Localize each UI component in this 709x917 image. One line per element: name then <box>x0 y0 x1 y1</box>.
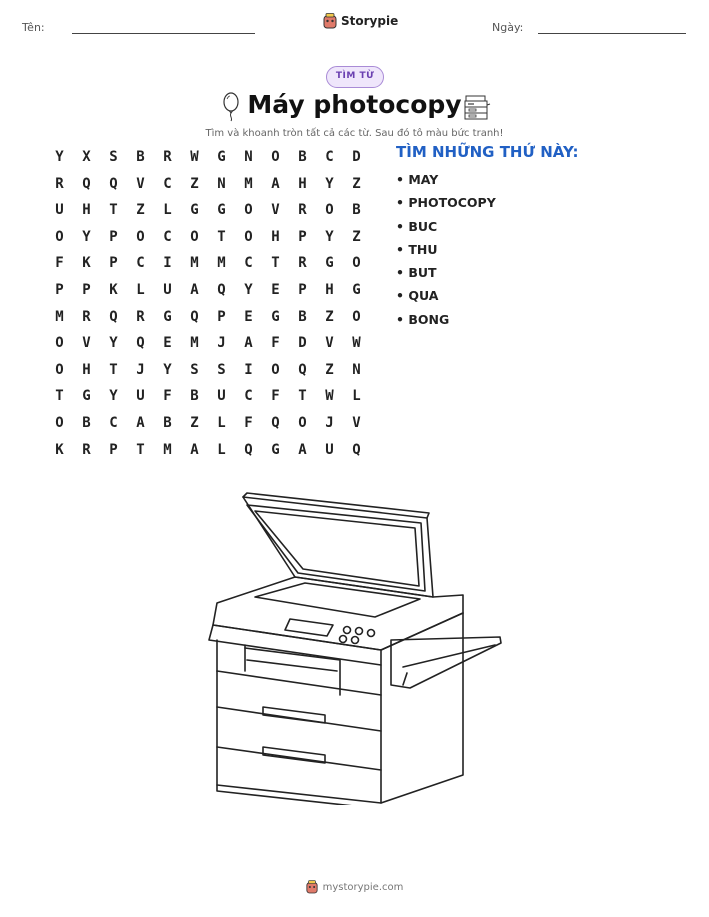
grid-row <box>46 333 370 360</box>
grid-letter[interactable]: V <box>136 175 145 192</box>
grid-letter[interactable]: H <box>325 281 334 298</box>
grid-letter[interactable]: C <box>163 175 172 192</box>
grid-row <box>46 227 370 254</box>
brand-logo <box>323 13 398 29</box>
grid-letter[interactable]: O <box>136 228 145 245</box>
brand-name: Storypie <box>341 14 399 28</box>
grid-letter[interactable]: O <box>55 228 64 245</box>
grid-letter[interactable]: K <box>82 255 91 272</box>
grid-letter[interactable]: V <box>352 414 361 431</box>
grid-letter[interactable]: L <box>352 388 361 405</box>
grid-letter[interactable]: A <box>190 281 199 298</box>
grid-letter[interactable]: V <box>82 335 91 352</box>
grid-letter[interactable]: Q <box>352 441 361 458</box>
storypie-logo-icon <box>323 13 337 29</box>
date-label: Ngày: <box>492 21 524 34</box>
grid-letter[interactable]: R <box>298 202 307 219</box>
storypie-footer-icon <box>306 880 318 894</box>
grid-letter[interactable]: Y <box>55 149 64 165</box>
grid-letter[interactable]: N <box>244 149 253 165</box>
grid-letter[interactable]: R <box>163 149 172 165</box>
grid-letter[interactable]: Z <box>190 414 199 431</box>
grid-letter[interactable]: G <box>190 202 199 219</box>
grid-letter[interactable]: H <box>82 202 91 219</box>
grid-letter[interactable]: Q <box>82 175 91 192</box>
grid-letter[interactable]: U <box>325 441 334 458</box>
grid-letter[interactable]: R <box>82 441 91 458</box>
word-list-item: • THU <box>396 241 438 257</box>
grid-letter[interactable]: O <box>325 202 334 219</box>
grid-letter[interactable]: A <box>298 441 307 458</box>
word-list <box>396 170 496 333</box>
grid-letter[interactable]: Z <box>352 228 361 245</box>
grid-letter[interactable]: E <box>271 281 280 298</box>
grid-letter[interactable]: W <box>190 149 199 165</box>
grid-letter[interactable]: Q <box>109 175 118 192</box>
grid-letter[interactable]: U <box>217 388 226 405</box>
grid-letter[interactable]: P <box>55 281 64 298</box>
grid-letter[interactable]: Q <box>190 308 199 325</box>
grid-letter[interactable]: T <box>298 388 307 405</box>
grid-letter[interactable]: I <box>163 255 172 272</box>
grid-letter[interactable]: T <box>136 441 145 458</box>
grid-letter[interactable]: O <box>271 361 280 378</box>
grid-letter[interactable]: O <box>244 228 253 245</box>
grid-letter[interactable]: Z <box>136 202 145 219</box>
footer-site[interactable]: mystorypie.com <box>322 881 404 893</box>
grid-letter[interactable]: B <box>352 202 361 219</box>
grid-letter[interactable]: B <box>298 149 307 165</box>
name-label: Tên: <box>22 21 45 34</box>
grid-letter[interactable]: Y <box>163 361 172 378</box>
grid-letter[interactable]: B <box>163 414 172 431</box>
grid-letter[interactable]: Y <box>244 281 253 298</box>
grid-letter[interactable]: T <box>217 228 226 245</box>
grid-letter[interactable]: Q <box>217 281 226 298</box>
grid-letter[interactable]: V <box>325 335 334 352</box>
grid-letter[interactable]: O <box>55 335 64 352</box>
grid-letter[interactable]: Z <box>352 175 361 192</box>
grid-letter[interactable]: G <box>271 441 280 458</box>
grid-letter[interactable]: O <box>190 228 199 245</box>
grid-letter[interactable]: O <box>352 255 361 272</box>
grid-letter[interactable]: P <box>109 441 118 458</box>
grid-letter[interactable]: M <box>55 308 64 325</box>
grid-letter[interactable]: Q <box>271 414 280 431</box>
grid-letter[interactable]: P <box>109 255 118 272</box>
grid-letter[interactable]: C <box>244 255 253 272</box>
grid-letter[interactable]: Y <box>109 335 118 352</box>
grid-letter[interactable]: M <box>217 255 226 272</box>
grid-letter[interactable]: R <box>55 175 64 192</box>
grid-letter[interactable]: Y <box>109 388 118 405</box>
page-title: Máy photocopy <box>247 90 462 119</box>
grid-letter[interactable]: V <box>271 202 280 219</box>
grid-letter[interactable]: H <box>298 175 307 192</box>
grid-letter[interactable]: G <box>217 149 226 165</box>
grid-letter[interactable]: M <box>190 335 199 352</box>
grid-letter[interactable]: B <box>298 308 307 325</box>
grid-letter[interactable]: F <box>55 255 64 272</box>
grid-letter[interactable]: L <box>163 202 172 219</box>
grid-letter[interactable]: D <box>352 149 361 165</box>
footer <box>0 880 709 894</box>
grid-letter[interactable]: U <box>136 388 145 405</box>
grid-row <box>46 174 370 201</box>
grid-letter[interactable]: A <box>190 441 199 458</box>
grid-letter[interactable]: T <box>55 388 64 405</box>
grid-letter[interactable]: O <box>352 308 361 325</box>
grid-letter[interactable]: M <box>190 255 199 272</box>
grid-letter[interactable]: O <box>55 414 64 431</box>
grid-letter[interactable]: O <box>271 149 280 165</box>
grid-letter[interactable]: M <box>244 175 253 192</box>
grid-letter[interactable]: K <box>55 441 64 458</box>
grid-letter[interactable]: P <box>109 228 118 245</box>
grid-letter[interactable]: Q <box>298 361 307 378</box>
grid-letter[interactable]: Q <box>244 441 253 458</box>
grid-letter[interactable]: T <box>109 202 118 219</box>
grid-letter[interactable]: G <box>325 255 334 272</box>
word-list-item: • BONG <box>396 311 450 327</box>
grid-letter[interactable]: X <box>82 149 91 165</box>
grid-letter[interactable]: F <box>271 388 280 405</box>
grid-letter[interactable]: F <box>163 388 172 405</box>
grid-letter[interactable]: P <box>82 281 91 298</box>
grid-letter[interactable]: R <box>82 308 91 325</box>
word-list-title: TÌM NHỮNG THỨ NÀY: <box>396 143 579 161</box>
grid-row <box>46 360 370 387</box>
grid-letter[interactable]: N <box>352 361 361 378</box>
grid-letter[interactable]: K <box>109 281 118 298</box>
grid-letter[interactable]: T <box>271 255 280 272</box>
grid-letter[interactable]: R <box>298 255 307 272</box>
grid-letter[interactable]: Q <box>136 335 145 352</box>
grid-letter[interactable]: Z <box>325 361 334 378</box>
grid-row <box>46 200 370 227</box>
grid-letter[interactable]: Y <box>325 175 334 192</box>
grid-letter[interactable]: E <box>163 335 172 352</box>
grid-letter[interactable]: F <box>244 414 253 431</box>
grid-letter[interactable]: Y <box>325 228 334 245</box>
grid-letter[interactable]: H <box>82 361 91 378</box>
grid-letter[interactable]: W <box>325 388 334 405</box>
word-list-item: • BUT <box>396 265 437 281</box>
grid-letter[interactable]: A <box>136 414 145 431</box>
grid-letter[interactable]: T <box>109 361 118 378</box>
grid-letter[interactable]: G <box>217 202 226 219</box>
word-search-grid <box>46 147 370 466</box>
date-line[interactable] <box>538 33 686 34</box>
grid-row <box>46 413 370 440</box>
grid-letter[interactable]: L <box>136 281 145 298</box>
grid-letter[interactable]: Z <box>190 175 199 192</box>
photocopier-icon <box>463 93 491 121</box>
grid-letter[interactable]: J <box>217 335 226 352</box>
grid-letter[interactable]: C <box>244 388 253 405</box>
grid-letter[interactable]: C <box>109 414 118 431</box>
grid-letter[interactable]: P <box>217 308 226 325</box>
grid-letter[interactable]: G <box>271 308 280 325</box>
grid-letter[interactable]: B <box>82 414 91 431</box>
grid-letter[interactable]: Q <box>109 308 118 325</box>
grid-letter[interactable]: P <box>298 228 307 245</box>
grid-letter[interactable]: O <box>55 361 64 378</box>
grid-letter[interactable]: P <box>298 281 307 298</box>
grid-letter[interactable]: B <box>190 388 199 405</box>
instructions: Tìm và khoanh tròn tất cả các từ. Sau đó tô màu bức tranh! <box>205 128 504 139</box>
grid-letter[interactable]: G <box>82 388 91 405</box>
grid-letter[interactable]: L <box>217 414 226 431</box>
grid-letter[interactable]: L <box>217 441 226 458</box>
grid-letter[interactable]: B <box>136 149 145 165</box>
grid-letter[interactable]: A <box>244 335 253 352</box>
grid-letter[interactable]: G <box>352 281 361 298</box>
grid-row <box>46 280 370 307</box>
grid-letter[interactable]: O <box>298 414 307 431</box>
grid-letter[interactable]: C <box>325 149 334 165</box>
grid-letter[interactable]: F <box>271 335 280 352</box>
word-list-item: • MAY <box>396 172 439 187</box>
grid-letter[interactable]: N <box>217 175 226 192</box>
grid-letter[interactable]: A <box>271 175 280 192</box>
grid-row <box>46 307 370 334</box>
grid-letter[interactable]: Y <box>82 228 91 245</box>
grid-letter[interactable]: S <box>190 361 199 378</box>
grid-letter[interactable]: G <box>163 308 172 325</box>
grid-row <box>46 253 370 280</box>
grid-letter[interactable]: I <box>244 361 253 378</box>
grid-letter[interactable]: R <box>136 308 145 325</box>
grid-letter[interactable]: M <box>163 441 172 458</box>
category-badge: TÌM TỪ <box>326 66 384 88</box>
grid-letter[interactable]: C <box>163 228 172 245</box>
name-line[interactable] <box>72 33 255 34</box>
grid-letter[interactable]: W <box>352 335 361 352</box>
grid-letter[interactable]: J <box>136 361 145 378</box>
grid-letter[interactable]: S <box>109 149 118 165</box>
grid-letter[interactable]: D <box>298 335 307 352</box>
grid-row <box>46 386 370 413</box>
grid-letter[interactable]: C <box>136 255 145 272</box>
word-list-item: • PHOTOCOPY <box>396 195 496 211</box>
grid-letter[interactable]: U <box>163 281 172 298</box>
grid-letter[interactable]: U <box>55 202 64 219</box>
grid-letter[interactable]: S <box>217 361 226 378</box>
grid-letter[interactable]: Z <box>325 308 334 325</box>
word-list-item: • BUC <box>396 218 438 234</box>
grid-letter[interactable]: O <box>244 202 253 219</box>
grid-row <box>46 147 370 174</box>
photocopier-illustration <box>195 485 505 805</box>
grid-row <box>46 440 370 467</box>
word-list-item: • QUA <box>396 288 439 304</box>
grid-letter[interactable]: H <box>271 228 280 245</box>
grid-letter[interactable]: J <box>325 414 334 431</box>
grid-letter[interactable]: E <box>244 308 253 325</box>
